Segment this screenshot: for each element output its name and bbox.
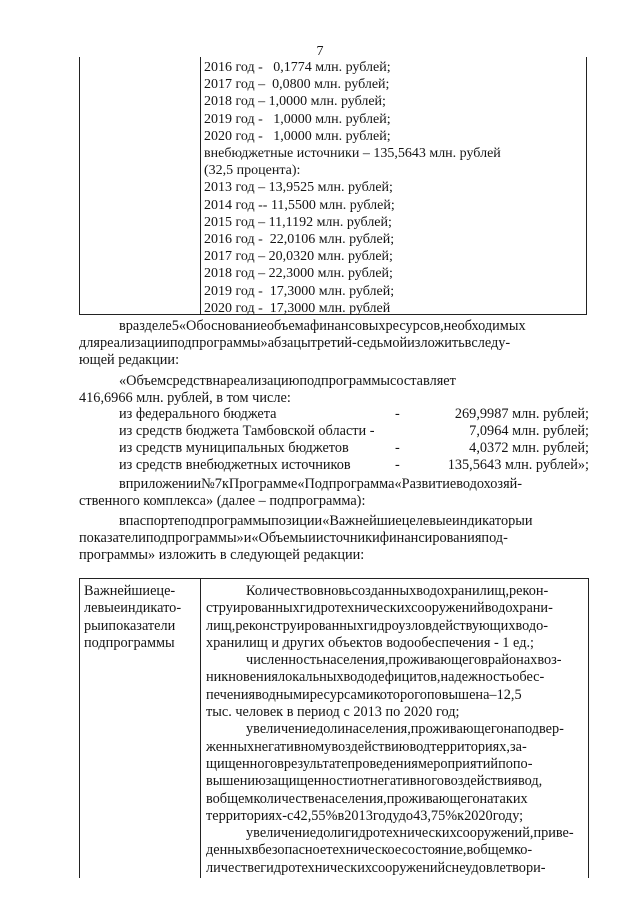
word: щищенного bbox=[206, 755, 278, 772]
word: в bbox=[277, 755, 284, 772]
word: в bbox=[464, 334, 472, 351]
word: вод bbox=[409, 738, 431, 755]
word: подпрограммы bbox=[180, 513, 272, 529]
word: от bbox=[356, 773, 370, 790]
word: вновь bbox=[316, 583, 352, 599]
word: проживающего bbox=[386, 790, 480, 807]
indicator-line bbox=[206, 860, 584, 877]
word: никновения bbox=[206, 669, 278, 686]
word: индикаторы bbox=[451, 513, 525, 529]
word: необходимых bbox=[443, 318, 526, 334]
passport-line-1 bbox=[79, 513, 587, 530]
word: «Объем bbox=[119, 373, 167, 389]
word: показатели bbox=[108, 617, 176, 634]
budget-line: 2019 год - 1,0000 млн. рублей; bbox=[204, 111, 391, 127]
word: подвер- bbox=[517, 721, 564, 738]
word: техническое bbox=[326, 842, 402, 859]
budget-line: 2013 год – 13,9525 млн. рублей; bbox=[204, 180, 393, 196]
indicator-line bbox=[206, 739, 584, 756]
budget-line: 2017 год – 0,0800 млн. рублей; bbox=[204, 77, 390, 93]
word: на bbox=[212, 373, 227, 389]
budget-lines bbox=[204, 59, 584, 317]
word: под- bbox=[481, 529, 508, 546]
word: позиции bbox=[271, 513, 323, 529]
indicator-line bbox=[206, 687, 584, 704]
word: «Подпрограмма bbox=[297, 476, 395, 492]
word: в bbox=[337, 807, 345, 824]
word: неудовлетвори- bbox=[451, 859, 546, 876]
word: и bbox=[524, 513, 533, 529]
word: территориях, bbox=[430, 738, 510, 755]
indicator-line: хранилищ и других объектов водообеспечения - 1 ед.; bbox=[206, 634, 535, 651]
word: источники bbox=[315, 529, 380, 546]
budget-line: 2016 год - 22,0106 млн. рублей; bbox=[204, 232, 395, 248]
paragraph-appendix7 bbox=[79, 476, 587, 510]
word: в bbox=[119, 476, 126, 492]
word: году bbox=[372, 807, 399, 824]
word: населения, bbox=[344, 721, 411, 738]
word: печения bbox=[206, 686, 256, 703]
word: для bbox=[79, 334, 100, 351]
word: женных bbox=[206, 738, 255, 755]
word: 12,5 bbox=[496, 686, 522, 703]
budget-line: 2020 год - 1,0000 млн. рублей; bbox=[204, 128, 391, 144]
passport-line-3: программы» изложить в следующей редакции: bbox=[79, 546, 365, 563]
indicator-line bbox=[206, 618, 584, 635]
budget-line: 2018 год – 1,0000 млн. рублей; bbox=[204, 94, 386, 110]
word: абзацы bbox=[267, 334, 311, 351]
word: индикато- bbox=[120, 600, 182, 617]
word: повышена bbox=[426, 686, 490, 703]
indicator-line bbox=[206, 583, 584, 600]
word: составляет bbox=[390, 373, 456, 389]
paragraph-passport bbox=[79, 513, 587, 563]
paragraph-section5 bbox=[79, 318, 587, 368]
word: разделе bbox=[125, 318, 172, 334]
word: следу- bbox=[471, 334, 511, 351]
word: реализации bbox=[100, 334, 170, 351]
word: № bbox=[201, 476, 215, 492]
budget-line: 2017 год – 20,0320 млн. рублей; bbox=[204, 249, 393, 265]
word: «Обоснование bbox=[178, 318, 267, 334]
word: таких bbox=[493, 790, 528, 807]
word: и bbox=[308, 529, 316, 546]
label-line bbox=[84, 583, 197, 600]
word: доли bbox=[315, 825, 345, 842]
word: третий bbox=[310, 334, 353, 351]
word: негативного bbox=[369, 773, 444, 790]
word: «Важнейшие bbox=[322, 513, 402, 529]
indicator-line bbox=[206, 808, 584, 825]
word: сооружений bbox=[371, 859, 446, 876]
budget-line: 2014 год -- 11,5500 млн. рублей; bbox=[204, 197, 395, 213]
budget-line: 2019 год - 17,3000 млн. рублей; bbox=[204, 283, 395, 299]
paragraph-volume bbox=[79, 373, 587, 407]
word: изложить bbox=[407, 334, 465, 351]
word: приве- bbox=[533, 825, 574, 842]
word: созданных bbox=[351, 583, 417, 599]
word: подпрограммы bbox=[84, 634, 175, 651]
table-column-divider bbox=[200, 57, 201, 314]
funding-dash: - bbox=[395, 440, 400, 456]
word: подпрограммы bbox=[299, 373, 391, 389]
word: общем bbox=[212, 790, 254, 807]
word: 5 bbox=[171, 318, 179, 334]
word: гидротехнических bbox=[344, 825, 457, 842]
word: гидротехнических bbox=[299, 600, 412, 617]
word: которого bbox=[373, 686, 427, 703]
word: 42,55% bbox=[293, 807, 338, 824]
word: финансирования bbox=[379, 529, 482, 546]
word: в bbox=[481, 652, 488, 669]
word: на bbox=[479, 790, 494, 807]
appendix7-line-2: ственного комплекса» (далее – подпрограмма): bbox=[79, 492, 366, 509]
word: водными bbox=[255, 686, 310, 703]
word: финансовых bbox=[309, 318, 386, 334]
word: Количество bbox=[246, 583, 317, 599]
word: ресурсами bbox=[309, 686, 374, 703]
word: вод, bbox=[517, 773, 543, 790]
word: струированных bbox=[206, 600, 300, 617]
budget-line: 2020 год - 17,3000 млн. рублей bbox=[204, 300, 391, 316]
word: проживающего bbox=[388, 652, 482, 669]
word: реконструированных bbox=[235, 617, 364, 634]
word: численность bbox=[246, 652, 323, 669]
word: гидротехнических bbox=[260, 859, 372, 876]
word: общем bbox=[473, 842, 514, 859]
label-line bbox=[84, 618, 197, 635]
word: за- bbox=[509, 738, 527, 755]
word: увеличение bbox=[246, 825, 316, 842]
word: целевые bbox=[401, 513, 452, 529]
word: подпрограммы» bbox=[169, 334, 268, 351]
word: Программе bbox=[228, 476, 298, 492]
word: районах bbox=[487, 652, 538, 669]
word: территориях bbox=[206, 807, 283, 824]
funding-amount: 135,5643 млн. рублей»; bbox=[447, 457, 589, 473]
table-column-divider bbox=[200, 579, 201, 878]
word: водохранилищ, bbox=[416, 583, 510, 599]
word: - bbox=[352, 334, 357, 351]
word: «Объемы bbox=[251, 529, 309, 546]
word: локальных bbox=[277, 669, 344, 686]
word: с bbox=[445, 859, 452, 876]
section5-line-3: ющей редакции: bbox=[79, 351, 180, 368]
word: году; bbox=[492, 807, 524, 824]
label-line bbox=[84, 635, 197, 652]
word: объема bbox=[266, 318, 310, 334]
word: мероприятий bbox=[417, 755, 499, 772]
indicator-line: тыс. человек в период с 2013 по 2020 год; bbox=[206, 704, 460, 721]
page-number: 7 bbox=[316, 44, 324, 59]
word: населения, bbox=[322, 652, 389, 669]
indicator-line bbox=[206, 842, 584, 859]
word: состояние, bbox=[401, 842, 467, 859]
word: вододефицитов, bbox=[343, 669, 441, 686]
funding-source: из средств бюджета Тамбовской области - bbox=[119, 423, 375, 439]
funding-source: из средств внебюджетных источников bbox=[119, 457, 351, 473]
word: надежность bbox=[440, 669, 513, 686]
word: в bbox=[466, 842, 474, 859]
word: до bbox=[398, 807, 414, 824]
word: приложении bbox=[125, 476, 202, 492]
word: увеличение bbox=[246, 721, 316, 738]
word: лищ, bbox=[206, 617, 236, 634]
word: гидроузлов bbox=[363, 617, 432, 634]
word: на bbox=[503, 721, 518, 738]
word: 43,75% bbox=[413, 807, 458, 824]
word: седьмой bbox=[356, 334, 408, 351]
word: проживающего bbox=[410, 721, 504, 738]
word: в bbox=[119, 318, 126, 334]
label-line bbox=[84, 600, 197, 617]
word: и bbox=[100, 617, 109, 634]
word: обес- bbox=[512, 669, 545, 686]
word: в bbox=[251, 842, 259, 859]
word: к bbox=[457, 807, 465, 824]
word: в bbox=[206, 790, 213, 807]
word: рекон- bbox=[509, 583, 549, 599]
word: подпрограммы» bbox=[145, 529, 244, 546]
word: – bbox=[489, 686, 497, 703]
budget-line: 2016 год - 0,1774 млн. рублей; bbox=[204, 60, 391, 75]
word: паспорте bbox=[125, 513, 181, 529]
budget-line: 2018 год – 22,3000 млн. рублей; bbox=[204, 266, 393, 282]
word: действующих bbox=[431, 617, 516, 634]
word: левые bbox=[84, 600, 121, 617]
word: вышению bbox=[206, 773, 266, 790]
indicator-line bbox=[206, 791, 584, 808]
word: результате bbox=[283, 755, 348, 772]
word: водохрани- bbox=[484, 600, 553, 617]
budget-line: 2015 год – 11,1192 млн. рублей; bbox=[204, 214, 392, 230]
word: с bbox=[287, 807, 294, 824]
indicator-line bbox=[206, 825, 584, 842]
word: по- bbox=[512, 755, 533, 772]
word: ко- bbox=[514, 842, 533, 859]
word: негативному bbox=[254, 738, 332, 755]
word: ресурсов, bbox=[385, 318, 444, 334]
word: показатели bbox=[79, 529, 146, 546]
word: количестве bbox=[253, 790, 321, 807]
word: «Развитие bbox=[394, 476, 457, 492]
word: доли bbox=[315, 721, 345, 738]
indicator-line bbox=[206, 669, 584, 686]
indicators-table bbox=[79, 578, 589, 878]
section5-line-1 bbox=[79, 318, 587, 335]
indicators-label-cell bbox=[84, 583, 197, 652]
section5-line-2 bbox=[79, 335, 587, 352]
funding-dash: - bbox=[395, 457, 400, 473]
word: це- bbox=[156, 583, 176, 599]
passport-line-2 bbox=[79, 530, 587, 547]
word: защищенности bbox=[265, 773, 357, 790]
word: сооружений, bbox=[456, 825, 534, 842]
word: 7 bbox=[214, 476, 222, 492]
word: денных bbox=[206, 842, 252, 859]
volume-line-1 bbox=[79, 373, 587, 390]
word: Важнейшие bbox=[84, 583, 157, 599]
funding-source: из федерального бюджета bbox=[119, 406, 277, 422]
appendix7-line-1 bbox=[79, 476, 587, 493]
word: сооружений bbox=[411, 600, 485, 617]
funding-amount: 269,9987 млн. рублей; bbox=[454, 406, 589, 422]
indicators-value-cell bbox=[206, 583, 584, 877]
indicator-line bbox=[206, 600, 584, 617]
indicator-line bbox=[206, 652, 584, 669]
indicator-line bbox=[206, 756, 584, 773]
word: воздействия bbox=[443, 773, 518, 790]
word: реализацию bbox=[226, 373, 300, 389]
word: средств bbox=[166, 373, 213, 389]
word: водохозяй- bbox=[456, 476, 523, 492]
word: воздействию bbox=[331, 738, 410, 755]
funding-amount: 7,0964 млн. рублей; bbox=[469, 423, 589, 439]
budget-line: внебюджетные источники – 135,5643 млн. рублей bbox=[204, 146, 501, 162]
funding-dash: - bbox=[395, 406, 400, 422]
word: личестве bbox=[206, 859, 261, 876]
word: 2013 bbox=[344, 807, 373, 824]
budget-line: (32,5 процента): bbox=[204, 163, 301, 179]
volume-line-2: 416,6966 млн. рублей, в том числе: bbox=[79, 389, 291, 406]
indicator-line bbox=[206, 721, 584, 738]
word: к bbox=[221, 476, 229, 492]
funding-amount: 4,0372 млн. рублей; bbox=[469, 440, 589, 456]
word: по bbox=[498, 755, 513, 772]
word: водо- bbox=[515, 617, 549, 634]
word: в bbox=[119, 513, 126, 529]
word: и bbox=[243, 529, 252, 546]
budget-table-continuation bbox=[79, 57, 587, 315]
word: - bbox=[282, 807, 288, 824]
word: безопасное bbox=[258, 842, 327, 859]
indicator-line bbox=[206, 773, 584, 790]
word: воз- bbox=[537, 652, 562, 669]
word: ры bbox=[84, 617, 101, 634]
word: проведения bbox=[347, 755, 418, 772]
word: населения, bbox=[320, 790, 387, 807]
funding-source: из средств муниципальных бюджетов bbox=[119, 440, 349, 456]
word: 2020 bbox=[464, 807, 493, 824]
